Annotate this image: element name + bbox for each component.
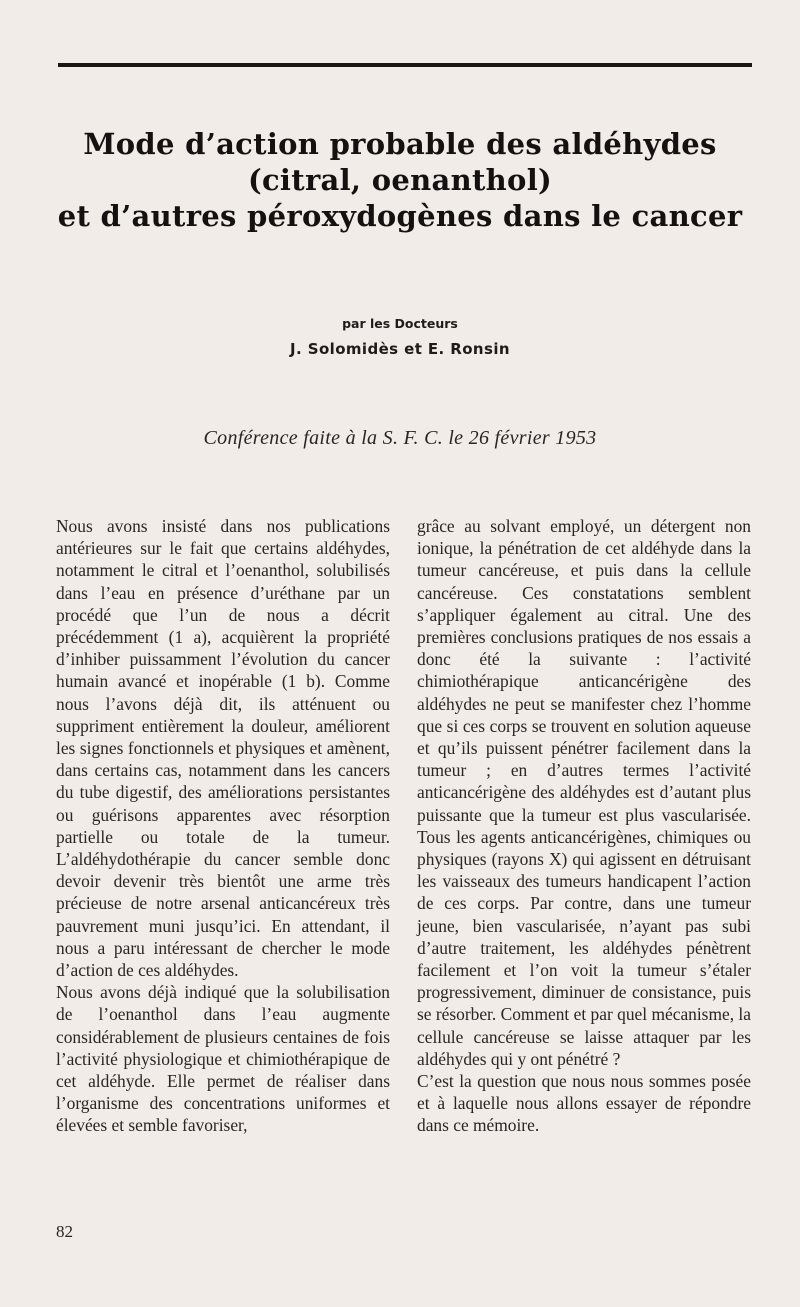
paragraph: Nous avons insisté dans nos publications antérieures sur le fait que certains aldéhydes, notamment le citral et l’oenanthol, solubilisés dans l’eau en présence d’uréthane par un procédé que l’un de nous a décrit précédemment (1 a), acquièrent la propriété d’inhiber puissamment l’évolution du cancer humain avancé et inopérable (1 b). Comme nous l’avons déjà dit, ils atténuent ou suppriment entièrement la douleur, améliorent les signes fonctionnels et physiques et amènent, dans certains cas, notamment dans les cancers du tube digestif, des améliorations persistantes ou guérisons apparentes avec résorption partielle ou totale de la tumeur. L’aldéhydothérapie du cancer semble donc devoir devenir très bientôt une arme très précieuse de notre arsenal anticancéreux très pauvrement muni jusqu’ici. En attendant, il nous a paru intéressant de chercher le mode d’action de ces aldéhydes. bbox=[56, 516, 390, 981]
left-column bbox=[56, 515, 390, 1137]
byline bbox=[200, 314, 600, 360]
title-line: (citral, oenanthol) bbox=[247, 163, 553, 197]
top-rule bbox=[58, 63, 752, 67]
page-number: 82 bbox=[56, 1222, 73, 1241]
title-line: Mode d’action probable des aldéhydes bbox=[83, 127, 717, 161]
author-names: J. Solomidès et E. Ronsin bbox=[290, 340, 510, 358]
article-title bbox=[30, 126, 770, 234]
paragraph: grâce au solvant employé, un détergent non ionique, la pénétration de cet aldéhyde dans la tumeur cancéreuse, et puis dans la cellule cancéreuse. Ces constatations semblent s’appliquer également au citral. Une des premières conclusions pratiques de nos essais a donc été la suivante : l’activité chimiothérapique anticancérigène des aldéhydes ne peut se manifester chez l’homme que si ces corps se trouvent en solution aqueuse et qu’ils puissent pénétrer facilement dans la tumeur ; en d’autres termes l’activité anticancérigène des aldéhydes est d’autant plus puissante que la tumeur est plus vascularisée. Tous les agents anticancérigènes, chimiques ou physiques (rayons X) qui agissent en détruisant les vaisseaux des tumeurs handicapent l’action de ces corps. Par contre, dans une tumeur jeune, bien vascularisée, n’ayant pas subi d’autre traitement, les aldéhydes pénètrent facilement et l’on voit la tumeur s’étaler progressivement, diminuer de consistance, puis se résorber. Comment et par quel mécanisme, la cellule cancéreuse se laisse attaquer par les aldéhydes qui y ont pénétré ? bbox=[417, 516, 751, 1069]
title-line: et d’autres péroxydogènes dans le cancer bbox=[57, 199, 743, 233]
paragraph: Nous avons déjà indiqué que la solubilisation de l’oenanthol dans l’eau augmente considérablement de plusieurs centaines de fois l’activité physiologique et chimiothérapique de cet aldéhyde. Elle permet de réaliser dans l’organisme des concentrations uniformes et élevées et semble favoriser, bbox=[56, 982, 390, 1136]
conference-subtitle: Conférence faite à la S. F. C. le 26 février 1953 bbox=[203, 427, 597, 449]
right-column bbox=[417, 515, 751, 1137]
paragraph: C’est la question que nous nous sommes posée et à laquelle nous allons essayer de répondre dans ce mémoire. bbox=[417, 1071, 751, 1136]
byline-intro: par les Docteurs bbox=[342, 316, 458, 331]
